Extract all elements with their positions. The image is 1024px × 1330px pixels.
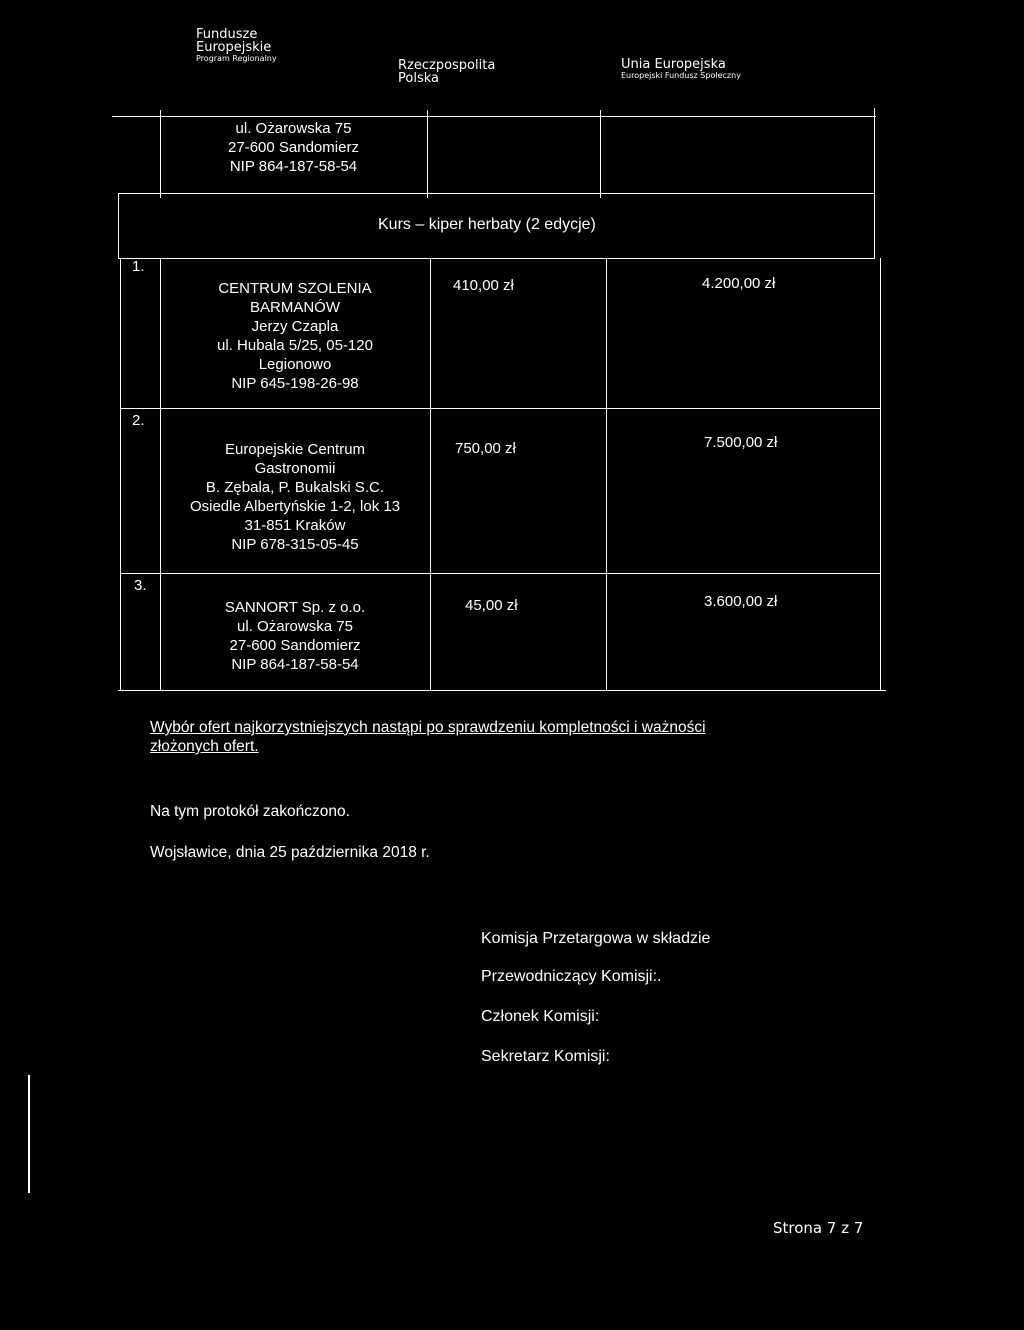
selection-note-line2: złożonych ofert. (150, 738, 259, 755)
margin-mark (28, 1075, 30, 1193)
company-line: BARMANÓW (250, 299, 340, 316)
unit-price: 45,00 zł (465, 597, 518, 614)
logo-fundusze-line3: Program Regionalny (196, 54, 277, 63)
row-company (160, 440, 430, 554)
company-line: Legionowo (258, 356, 332, 373)
total-price: 3.600,00 zł (704, 593, 778, 610)
company-line: CENTRUM SZOLENIA (218, 280, 372, 297)
top-row-line: ul. Ożarowska 75 (235, 120, 352, 137)
logo-fundusze-line2: Europejskie (196, 40, 272, 55)
top-row-company (160, 119, 427, 176)
commission-secretary: Sekretarz Komisji: (481, 1048, 610, 1065)
top-row-line: 27-600 Sandomierz (228, 139, 359, 156)
total-price: 7.500,00 zł (704, 434, 778, 451)
company-line: ul. Hubala 5/25, 05-120 (217, 337, 373, 354)
logo-rp-line1: Rzeczpospolita (398, 58, 496, 73)
row-number: 3. (134, 577, 147, 594)
logo-rp-line2: Polska (398, 71, 439, 86)
logo-unia (621, 58, 741, 81)
company-line: Jerzy Czapla (251, 318, 339, 335)
company-line: 27-600 Sandomierz (229, 637, 361, 654)
company-line: Europejskie Centrum (224, 441, 366, 458)
row-number: 2. (132, 412, 145, 429)
company-line: Gastronomii (254, 460, 336, 477)
top-row-line: NIP 864-187-58-54 (229, 158, 358, 175)
company-line: NIP 678-315-05-45 (231, 536, 359, 553)
closing-statement: Na tym protokół zakończono. (150, 803, 350, 820)
commission-title: Komisja Przetargowa w składzie (481, 930, 711, 947)
selection-note-line1: Wybór ofert najkorzystniejszych nastąpi po sprawdzeniu kompletności i ważności (150, 719, 706, 736)
commission-chair: Przewodniczący Komisji:. (481, 968, 662, 985)
logo-ue-line2: Europejski Fundusz Społeczny (621, 71, 741, 80)
unit-price: 410,00 zł (453, 277, 514, 294)
company-line: ul. Ożarowska 75 (237, 618, 353, 635)
row-number: 1. (132, 258, 145, 275)
unit-price: 750,00 zł (455, 440, 516, 457)
section-title: Kurs – kiper herbaty (2 edycje) (378, 216, 596, 233)
logo-fundusze-line1: Fundusze (196, 27, 258, 42)
logo-ue-line1: Unia Europejska (621, 57, 726, 72)
company-line: NIP 864-187-58-54 (231, 656, 359, 673)
company-line: 31-851 Kraków (244, 517, 346, 534)
company-line: Osiedle Albertyńskie 1-2, lok 13 (189, 498, 401, 515)
logo-rzeczpospolita (398, 59, 495, 85)
place-date: Wojsławice, dnia 25 października 2018 r. (150, 844, 430, 861)
company-line: SANNORT Sp. z o.o. (224, 599, 366, 616)
company-line: NIP 645-198-26-98 (231, 375, 359, 392)
page-number: Strona 7 z 7 (773, 1219, 864, 1237)
logo-fundusze (196, 28, 277, 64)
total-price: 4.200,00 zł (702, 275, 776, 292)
company-line: B. Zębala, P. Bukalski S.C. (205, 479, 385, 496)
commission-member: Członek Komisji: (481, 1008, 600, 1025)
row-company (160, 598, 430, 674)
row-company (160, 279, 430, 393)
